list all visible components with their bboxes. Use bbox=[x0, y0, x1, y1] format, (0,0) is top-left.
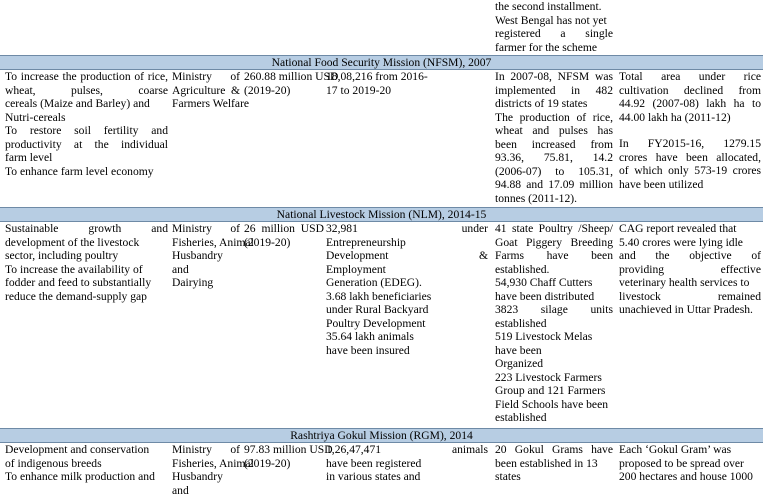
nlm-heading: National Livestock Mission (NLM), 2014-15 bbox=[276, 208, 487, 221]
rgm-achievement-line: 20 Gokul Grams have bbox=[495, 443, 613, 456]
nlm-remark-line: livestock remained bbox=[619, 289, 761, 303]
nfsm-remark-line: In FY2015-16, 1279.15 bbox=[619, 137, 761, 150]
nlm-achievement-line: Farms have been bbox=[495, 249, 613, 262]
nlm-ministry-line: Fisheries, Animal bbox=[172, 235, 254, 249]
nlm-achievement-line: established bbox=[495, 316, 547, 330]
nlm-beneficiaries-line: have been insured bbox=[326, 343, 410, 357]
prev-row-achievements-cell bbox=[495, 0, 613, 56]
nfsm-remark-line: 44.00 lakh ha (2011-12) bbox=[619, 110, 731, 124]
rgm-heading: Rashtriya Gokul Mission (RGM), 2014 bbox=[290, 429, 473, 442]
nlm-remark-line: unachieved in Uttar Pradesh. bbox=[619, 303, 753, 316]
nlm-beneficiaries-line: 35.64 lakh animals bbox=[326, 330, 414, 343]
nlm-beneficiaries-line: Generation (EDEG). bbox=[326, 276, 422, 289]
nlm-ministry-line: Ministry of bbox=[172, 222, 240, 235]
rgm-ministry-cell bbox=[172, 443, 254, 497]
nlm-budget-line: (2019-20) bbox=[244, 235, 291, 249]
nfsm-ministry-line: Farmers Welfare bbox=[172, 97, 250, 110]
nlm-objective-line: fodder and feed to substantially bbox=[5, 276, 152, 289]
nlm-achievement-line: established bbox=[495, 411, 547, 424]
nlm-achievements-cell bbox=[495, 222, 613, 427]
nfsm-remark-line: crores have been allocated, bbox=[619, 150, 761, 164]
nfsm-remark-line: cultivation declined from bbox=[619, 83, 761, 97]
prev-row-line: farmer for the scheme bbox=[495, 40, 598, 54]
nlm-section-header bbox=[0, 207, 763, 222]
nlm-objectives-cell bbox=[5, 222, 168, 427]
nfsm-achievement-line: The production of rice, bbox=[495, 110, 613, 124]
rgm-section-header bbox=[0, 428, 763, 443]
nlm-objective-line: To increase the availability of bbox=[5, 262, 143, 276]
prev-row-line: West Bengal has not yet bbox=[495, 13, 607, 27]
nlm-beneficiaries-line: 3.68 lakh beneficiaries bbox=[326, 289, 432, 303]
nfsm-section-header bbox=[0, 55, 763, 70]
rgm-budget-cell bbox=[244, 443, 333, 483]
rgm-achievement-line: been established in 13 bbox=[495, 456, 598, 470]
rgm-remark-line: 200 hectares and house 1000 bbox=[619, 470, 753, 483]
nfsm-objective-line: farm level bbox=[5, 151, 53, 164]
nfsm-objective-line: To enhance farm level economy bbox=[5, 164, 154, 178]
nfsm-remark-line: Total area under rice bbox=[619, 70, 761, 83]
rgm-ministry-line: Fisheries, Animal bbox=[172, 456, 254, 470]
rgm-beneficiaries-cell bbox=[326, 443, 488, 483]
rgm-remarks-cell bbox=[619, 443, 761, 483]
nfsm-beneficiaries-cell bbox=[326, 70, 491, 206]
nfsm-heading: National Food Security Mission (NFSM), 2007 bbox=[271, 56, 492, 69]
nfsm-budget-cell bbox=[244, 70, 339, 206]
rgm-beneficiaries-line: have been registered bbox=[326, 456, 422, 470]
nlm-achievement-line: 223 Livestock Farmers bbox=[495, 370, 602, 384]
nfsm-achievement-line: districts of 19 states bbox=[495, 97, 588, 110]
prev-row-line: registered a single bbox=[495, 27, 613, 40]
rgm-beneficiaries-line: 1,26,47,471 animals bbox=[326, 443, 488, 456]
nfsm-achievement-line: 93.36, 75.81, 14.2 bbox=[495, 151, 613, 164]
nfsm-remark-line: 44.92 (2007-08) lakh ha to bbox=[619, 97, 761, 110]
nfsm-budget-line: (2019-20) bbox=[244, 83, 291, 97]
nfsm-achievement-line: 94.88 and 17.09 million bbox=[495, 178, 613, 191]
rgm-objective-line: Development and conservation bbox=[5, 443, 150, 456]
nlm-objective-line: sector, including poultry bbox=[5, 249, 119, 262]
nlm-beneficiaries-line: Development & bbox=[326, 249, 488, 262]
rgm-budget-line: 97.83 million USD bbox=[244, 443, 333, 456]
nfsm-achievement-line: In 2007-08, NFSM was bbox=[495, 70, 613, 83]
nlm-budget-cell bbox=[244, 222, 324, 427]
rgm-ministry-line: Ministry of bbox=[172, 443, 240, 456]
rgm-objective-line: To enhance milk production and bbox=[5, 470, 155, 483]
nfsm-ministry-line: Agriculture & bbox=[172, 83, 240, 97]
nfsm-budget-line: 260.88 million USD bbox=[244, 70, 339, 83]
nlm-beneficiaries-line: under Rural Backyard bbox=[326, 303, 429, 316]
nlm-remark-line: veterinary health services to bbox=[619, 276, 750, 289]
rgm-achievement-line: states bbox=[495, 470, 521, 483]
nlm-remark-line: providing effective bbox=[619, 262, 761, 276]
nlm-objective-line: reduce the demand-supply gap bbox=[5, 289, 147, 303]
rgm-remark-line: Each ‘Gokul Gram’ was bbox=[619, 443, 732, 456]
nlm-budget-line: 26 million USD bbox=[244, 222, 324, 235]
nfsm-achievements-cell bbox=[495, 70, 613, 206]
nlm-achievement-line: Goat Piggery Breeding bbox=[495, 235, 613, 249]
nlm-ministry-cell bbox=[172, 222, 254, 427]
nlm-objective-line: development of the livestock bbox=[5, 235, 140, 249]
nlm-achievement-line: 54,930 Chaff Cutters bbox=[495, 276, 593, 289]
rgm-objectives-cell bbox=[5, 443, 168, 483]
nlm-beneficiaries-line: Entrepreneurship bbox=[326, 235, 406, 249]
nlm-achievement-line: have been bbox=[495, 343, 542, 357]
nlm-remark-line: and the objective of bbox=[619, 249, 761, 262]
nlm-beneficiaries-cell bbox=[326, 222, 488, 427]
nfsm-objective-line: To restore soil fertility and bbox=[5, 124, 168, 137]
nfsm-beneficiaries-line: 17 to 2019-20 bbox=[326, 83, 392, 97]
nfsm-remark-line: have been utilized bbox=[619, 177, 704, 191]
nlm-remark-line: 5.40 crores were lying idle bbox=[619, 235, 743, 249]
nlm-beneficiaries-line: Employment bbox=[326, 262, 386, 276]
nfsm-remark-line: of which only 573-19 crores bbox=[619, 164, 761, 177]
nfsm-achievement-line: wheat and pulses has bbox=[495, 124, 613, 137]
nfsm-beneficiaries-line: 18,08,216 from 2016- bbox=[326, 70, 428, 83]
nfsm-ministry-cell bbox=[172, 70, 250, 206]
nlm-achievement-line: 41 state Poultry /Sheep/ bbox=[495, 222, 613, 235]
nlm-achievement-line: Field Schools have been bbox=[495, 397, 609, 411]
nfsm-ministry-line: Ministry of bbox=[172, 70, 240, 83]
nfsm-achievement-line: (2006-07) to 105.31, bbox=[495, 164, 613, 178]
nfsm-achievement-line: implemented in 482 bbox=[495, 83, 613, 97]
rgm-remark-line: proposed to be spread over bbox=[619, 456, 744, 470]
nlm-ministry-line: Husbandry and bbox=[172, 249, 223, 276]
nlm-achievement-line: Organized bbox=[495, 357, 544, 370]
nlm-achievement-line: 519 Livestock Melas bbox=[495, 330, 593, 343]
prev-row-line: the second installment. bbox=[495, 0, 602, 13]
nfsm-remarks-cell bbox=[619, 70, 761, 206]
nlm-achievement-line: Group and 121 Farmers bbox=[495, 384, 606, 397]
nlm-achievement-line: established. bbox=[495, 262, 550, 276]
nfsm-remark-spacer bbox=[619, 124, 761, 137]
nfsm-objectives-cell bbox=[5, 70, 168, 206]
rgm-budget-line: (2019-20) bbox=[244, 456, 291, 470]
nlm-objective-line: Sustainable growth and bbox=[5, 222, 168, 235]
nfsm-objective-line: To increase the production of rice, wheat, pulses, coarse bbox=[5, 70, 168, 97]
nlm-remarks-cell bbox=[619, 222, 761, 427]
rgm-objective-line: of indigenous breeds bbox=[5, 456, 102, 470]
nlm-achievement-line: have been distributed bbox=[495, 289, 595, 303]
nlm-achievement-line: 3823 silage units bbox=[495, 303, 613, 316]
nfsm-achievement-line: tonnes (2011-12). bbox=[495, 191, 577, 205]
rgm-ministry-line: Husbandry and bbox=[172, 470, 223, 497]
nfsm-objective-line: cereals (Maize and Barley) and bbox=[5, 97, 150, 110]
nlm-beneficiaries-line: 32,981 under bbox=[326, 222, 488, 235]
nlm-remark-line: CAG report revealed that bbox=[619, 222, 737, 235]
nfsm-objective-line: Nutri-cereals bbox=[5, 110, 66, 124]
nlm-beneficiaries-line: Poultry Development bbox=[326, 316, 426, 330]
rgm-achievements-cell bbox=[495, 443, 613, 483]
rgm-beneficiaries-line: in various states and bbox=[326, 470, 421, 483]
nfsm-achievement-line: been increased from bbox=[495, 137, 613, 151]
nfsm-objective-line: productivity at the individual bbox=[5, 137, 168, 151]
nlm-ministry-line: Dairying bbox=[172, 276, 214, 289]
